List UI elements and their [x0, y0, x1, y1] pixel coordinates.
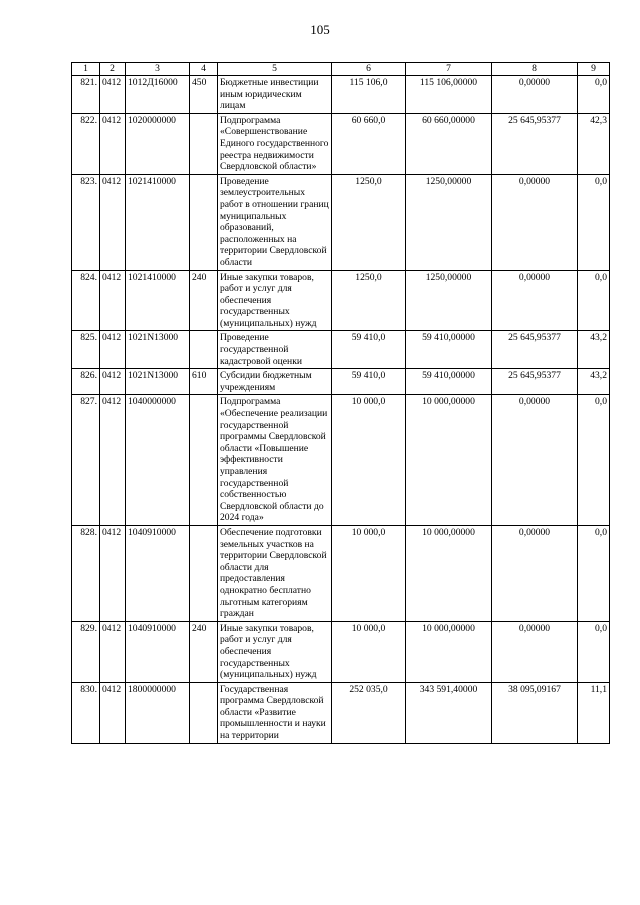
table-row: [72, 270, 610, 331]
approved-amount: 115 106,0: [332, 76, 406, 114]
row-number: 824.: [72, 270, 100, 331]
expense-type-code: 610: [190, 369, 218, 395]
planned-amount: 10 000,00000: [406, 395, 492, 526]
row-number: 823.: [72, 174, 100, 270]
item-name: Проведение землеустроительных работ в отношении границ муниципальных образований, расположенных на территории Свердловской области: [218, 174, 332, 270]
item-name: Иные закупки товаров, работ и услуг для обеспечения государственных (муниципальных) нужд: [218, 270, 332, 331]
target-article-code: 1040910000: [126, 525, 190, 621]
column-header: 4: [190, 63, 218, 76]
item-name: Проведение государственной кадастровой оценки: [218, 331, 332, 369]
section-code: 0412: [100, 525, 126, 621]
executed-amount: 25 645,95377: [492, 113, 578, 174]
column-header: 3: [126, 63, 190, 76]
expense-type-code: [190, 174, 218, 270]
expense-type-code: 240: [190, 270, 218, 331]
row-number: 826.: [72, 369, 100, 395]
section-code: 0412: [100, 395, 126, 526]
expense-type-code: [190, 113, 218, 174]
target-article-code: 1021410000: [126, 174, 190, 270]
table-row: [72, 525, 610, 621]
execution-percent: 0,0: [578, 270, 610, 331]
table-row: [72, 76, 610, 114]
item-name: Иные закупки товаров, работ и услуг для обеспечения государственных (муниципальных) нужд: [218, 621, 332, 682]
row-number: 827.: [72, 395, 100, 526]
column-header: 2: [100, 63, 126, 76]
execution-percent: 0,0: [578, 621, 610, 682]
expense-type-code: [190, 682, 218, 743]
item-name: Бюджетные инвестиции иным юридическим лицам: [218, 76, 332, 114]
planned-amount: 1250,00000: [406, 270, 492, 331]
approved-amount: 1250,0: [332, 174, 406, 270]
item-name: Государственная программа Свердловской области «Развитие промышленности и науки на территории: [218, 682, 332, 743]
approved-amount: 60 660,0: [332, 113, 406, 174]
column-header: 6: [332, 63, 406, 76]
expense-type-code: 450: [190, 76, 218, 114]
target-article-code: 1020000000: [126, 113, 190, 174]
execution-percent: 0,0: [578, 395, 610, 526]
column-header: 5: [218, 63, 332, 76]
column-header: 1: [72, 63, 100, 76]
section-code: 0412: [100, 621, 126, 682]
table-row: [72, 331, 610, 369]
expense-type-code: [190, 395, 218, 526]
executed-amount: 25 645,95377: [492, 331, 578, 369]
item-name: Подпрограмма «Совершенствование Единого государственного реестра недвижимости Свердловской области»: [218, 113, 332, 174]
planned-amount: 343 591,40000: [406, 682, 492, 743]
row-number: 822.: [72, 113, 100, 174]
approved-amount: 1250,0: [332, 270, 406, 331]
table-row: [72, 395, 610, 526]
execution-percent: 0,0: [578, 525, 610, 621]
table-row: [72, 682, 610, 743]
item-name: Субсидии бюджетным учреждениям: [218, 369, 332, 395]
section-code: 0412: [100, 369, 126, 395]
row-number: 825.: [72, 331, 100, 369]
column-header: 8: [492, 63, 578, 76]
item-name: Подпрограмма «Обеспечение реализации государственной программы Свердловской области «Повышение эффективности управления государственной собственностью Свердловской области до 2024 года»: [218, 395, 332, 526]
page-number: 105: [310, 22, 330, 37]
target-article-code: 1021N13000: [126, 369, 190, 395]
planned-amount: 115 106,00000: [406, 76, 492, 114]
section-code: 0412: [100, 113, 126, 174]
expense-type-code: 240: [190, 621, 218, 682]
section-code: 0412: [100, 76, 126, 114]
executed-amount: 0,00000: [492, 174, 578, 270]
section-code: 0412: [100, 174, 126, 270]
executed-amount: 25 645,95377: [492, 369, 578, 395]
table-row: [72, 621, 610, 682]
executed-amount: 38 095,09167: [492, 682, 578, 743]
approved-amount: 59 410,0: [332, 331, 406, 369]
budget-table: [71, 62, 610, 744]
table-row: [72, 369, 610, 395]
section-code: 0412: [100, 270, 126, 331]
approved-amount: 10 000,0: [332, 395, 406, 526]
planned-amount: 59 410,00000: [406, 369, 492, 395]
expense-type-code: [190, 331, 218, 369]
target-article-code: 1021410000: [126, 270, 190, 331]
executed-amount: 0,00000: [492, 525, 578, 621]
execution-percent: 43,2: [578, 369, 610, 395]
target-article-code: 1800000000: [126, 682, 190, 743]
approved-amount: 10 000,0: [332, 525, 406, 621]
execution-percent: 0,0: [578, 76, 610, 114]
execution-percent: 0,0: [578, 174, 610, 270]
column-header: 7: [406, 63, 492, 76]
execution-percent: 11,1: [578, 682, 610, 743]
table-row: [72, 174, 610, 270]
expense-type-code: [190, 525, 218, 621]
row-number: 830.: [72, 682, 100, 743]
planned-amount: 1250,00000: [406, 174, 492, 270]
executed-amount: 0,00000: [492, 76, 578, 114]
planned-amount: 59 410,00000: [406, 331, 492, 369]
approved-amount: 10 000,0: [332, 621, 406, 682]
target-article-code: 1040910000: [126, 621, 190, 682]
section-code: 0412: [100, 682, 126, 743]
item-name: Обеспечение подготовки земельных участков на территории Свердловской области для предоставления однократно бесплатно льготным категориям граждан: [218, 525, 332, 621]
column-number-row: [72, 63, 610, 76]
planned-amount: 10 000,00000: [406, 621, 492, 682]
executed-amount: 0,00000: [492, 270, 578, 331]
executed-amount: 0,00000: [492, 621, 578, 682]
approved-amount: 59 410,0: [332, 369, 406, 395]
target-article-code: 1021N13000: [126, 331, 190, 369]
row-number: 828.: [72, 525, 100, 621]
column-header: 9: [578, 63, 610, 76]
row-number: 829.: [72, 621, 100, 682]
target-article-code: 1012Д16000: [126, 76, 190, 114]
section-code: 0412: [100, 331, 126, 369]
execution-percent: 42,3: [578, 113, 610, 174]
planned-amount: 10 000,00000: [406, 525, 492, 621]
planned-amount: 60 660,00000: [406, 113, 492, 174]
executed-amount: 0,00000: [492, 395, 578, 526]
execution-percent: 43,2: [578, 331, 610, 369]
table-row: [72, 113, 610, 174]
target-article-code: 1040000000: [126, 395, 190, 526]
approved-amount: 252 035,0: [332, 682, 406, 743]
row-number: 821.: [72, 76, 100, 114]
